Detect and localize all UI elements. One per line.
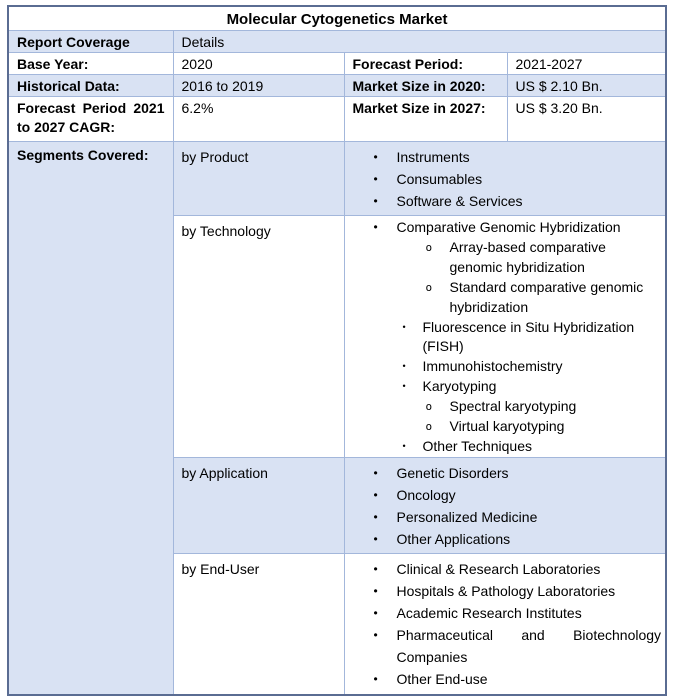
circle-icon: o [425,280,433,294]
list-item-label: Other Applications [396,530,511,547]
historical-data-value: 2016 to 2019 [173,75,344,97]
list-item [345,397,662,417]
circle-icon: o [425,240,433,254]
list-item [345,278,662,318]
bullet-icon: • [373,172,378,186]
list-item [345,318,662,358]
bullet-icon: • [373,509,378,524]
list-item-label: Other Techniques [422,437,532,454]
segment-group-application: by Application [173,457,344,553]
list-item [345,146,662,168]
bullet-icon: • [373,194,378,208]
bullet-icon: • [373,487,378,502]
list-item [345,417,662,437]
market-size-2020-value: US $ 2.10 Bn. [507,75,666,97]
report-coverage-value: Details [173,31,666,53]
list-item [345,190,662,212]
bullet-icon: • [373,220,378,234]
segment-items-application [344,457,666,553]
circle-icon: o [425,420,433,434]
list-item-label: Consumables [396,171,483,187]
list-item-label: Software & Services [396,193,523,209]
table-row [8,75,666,97]
list-item-label: Standard comparative genomic hybridization [449,278,644,315]
bullet-icon: • [402,440,406,451]
list-item-label: Pharmaceutical and Biotechnology Companies [396,626,662,665]
segment-group-end-user: by End-User [173,553,344,695]
bullet-icon: • [373,671,378,686]
report-table [7,5,667,696]
list-item [345,668,662,690]
bullet-icon: • [402,381,406,392]
segment-items-technology [344,216,666,458]
list-item-label: Fluorescence in Situ Hybridization (FISH) [422,318,635,355]
list-item [345,528,662,550]
base-year-value: 2020 [173,53,344,75]
table-row [8,53,666,75]
cagr-label: Forecast Period 2021 to 2027 CAGR: [8,97,173,142]
list-item-label: Oncology [396,486,456,503]
list-item-label: Academic Research Institutes [396,604,582,621]
list-item [345,624,662,668]
report-coverage-label: Report Coverage [8,31,173,53]
bullet-icon: • [373,605,378,620]
list-item [345,218,662,238]
table-row [8,142,666,216]
table-row [8,97,666,142]
list-item-label: Array-based comparative genomic hybridization [449,238,606,275]
page-title: Molecular Cytogenetics Market [8,6,666,31]
base-year-label: Base Year: [8,53,173,75]
market-size-2020-label: Market Size in 2020: [344,75,507,97]
list-item-label: Karyotyping [422,378,497,395]
bullet-icon: • [373,627,378,642]
cagr-value: 6.2% [173,97,344,142]
list-item-label: Genetic Disorders [396,464,509,481]
segment-group-technology: by Technology [173,216,344,458]
segment-items-end-user [344,553,666,695]
bullet-icon: • [402,361,406,372]
list-item [345,377,662,397]
forecast-period-value: 2021-2027 [507,53,666,75]
list-item [345,580,662,602]
list-item-label: Comparative Genomic Hybridization [396,219,621,235]
list-item [345,506,662,528]
segments-covered-label: Segments Covered: [8,142,173,696]
list-item-label: Personalized Medicine [396,508,538,525]
circle-icon: o [425,400,433,414]
bullet-icon: • [373,465,378,480]
list-item-label: Immunohistochemistry [422,358,563,375]
list-item-label: Instruments [396,149,470,165]
bullet-icon: • [373,583,378,598]
list-item [345,484,662,506]
list-item [345,558,662,580]
list-item [345,168,662,190]
list-item-label: Other End-use [396,670,488,687]
market-size-2027-value: US $ 3.20 Bn. [507,97,666,142]
market-size-2027-label: Market Size in 2027: [344,97,507,142]
bullet-icon: • [373,150,378,164]
list-item-label: Spectral karyotyping [449,398,577,415]
segment-items-product [344,142,666,216]
list-item [345,602,662,624]
list-item [345,437,662,457]
forecast-period-label: Forecast Period: [344,53,507,75]
table-row [8,31,666,53]
list-item [345,462,662,484]
bullet-icon: • [373,531,378,546]
list-item [345,357,662,377]
list-item-label: Clinical & Research Laboratories [396,560,601,577]
list-item-label: Hospitals & Pathology Laboratories [396,582,616,599]
segment-group-product: by Product [173,142,344,216]
list-item-label: Virtual karyotyping [449,418,565,435]
table-row [8,6,666,31]
bullet-icon: • [402,321,406,332]
list-item [345,238,662,278]
historical-data-label: Historical Data: [8,75,173,97]
bullet-icon: • [373,561,378,576]
